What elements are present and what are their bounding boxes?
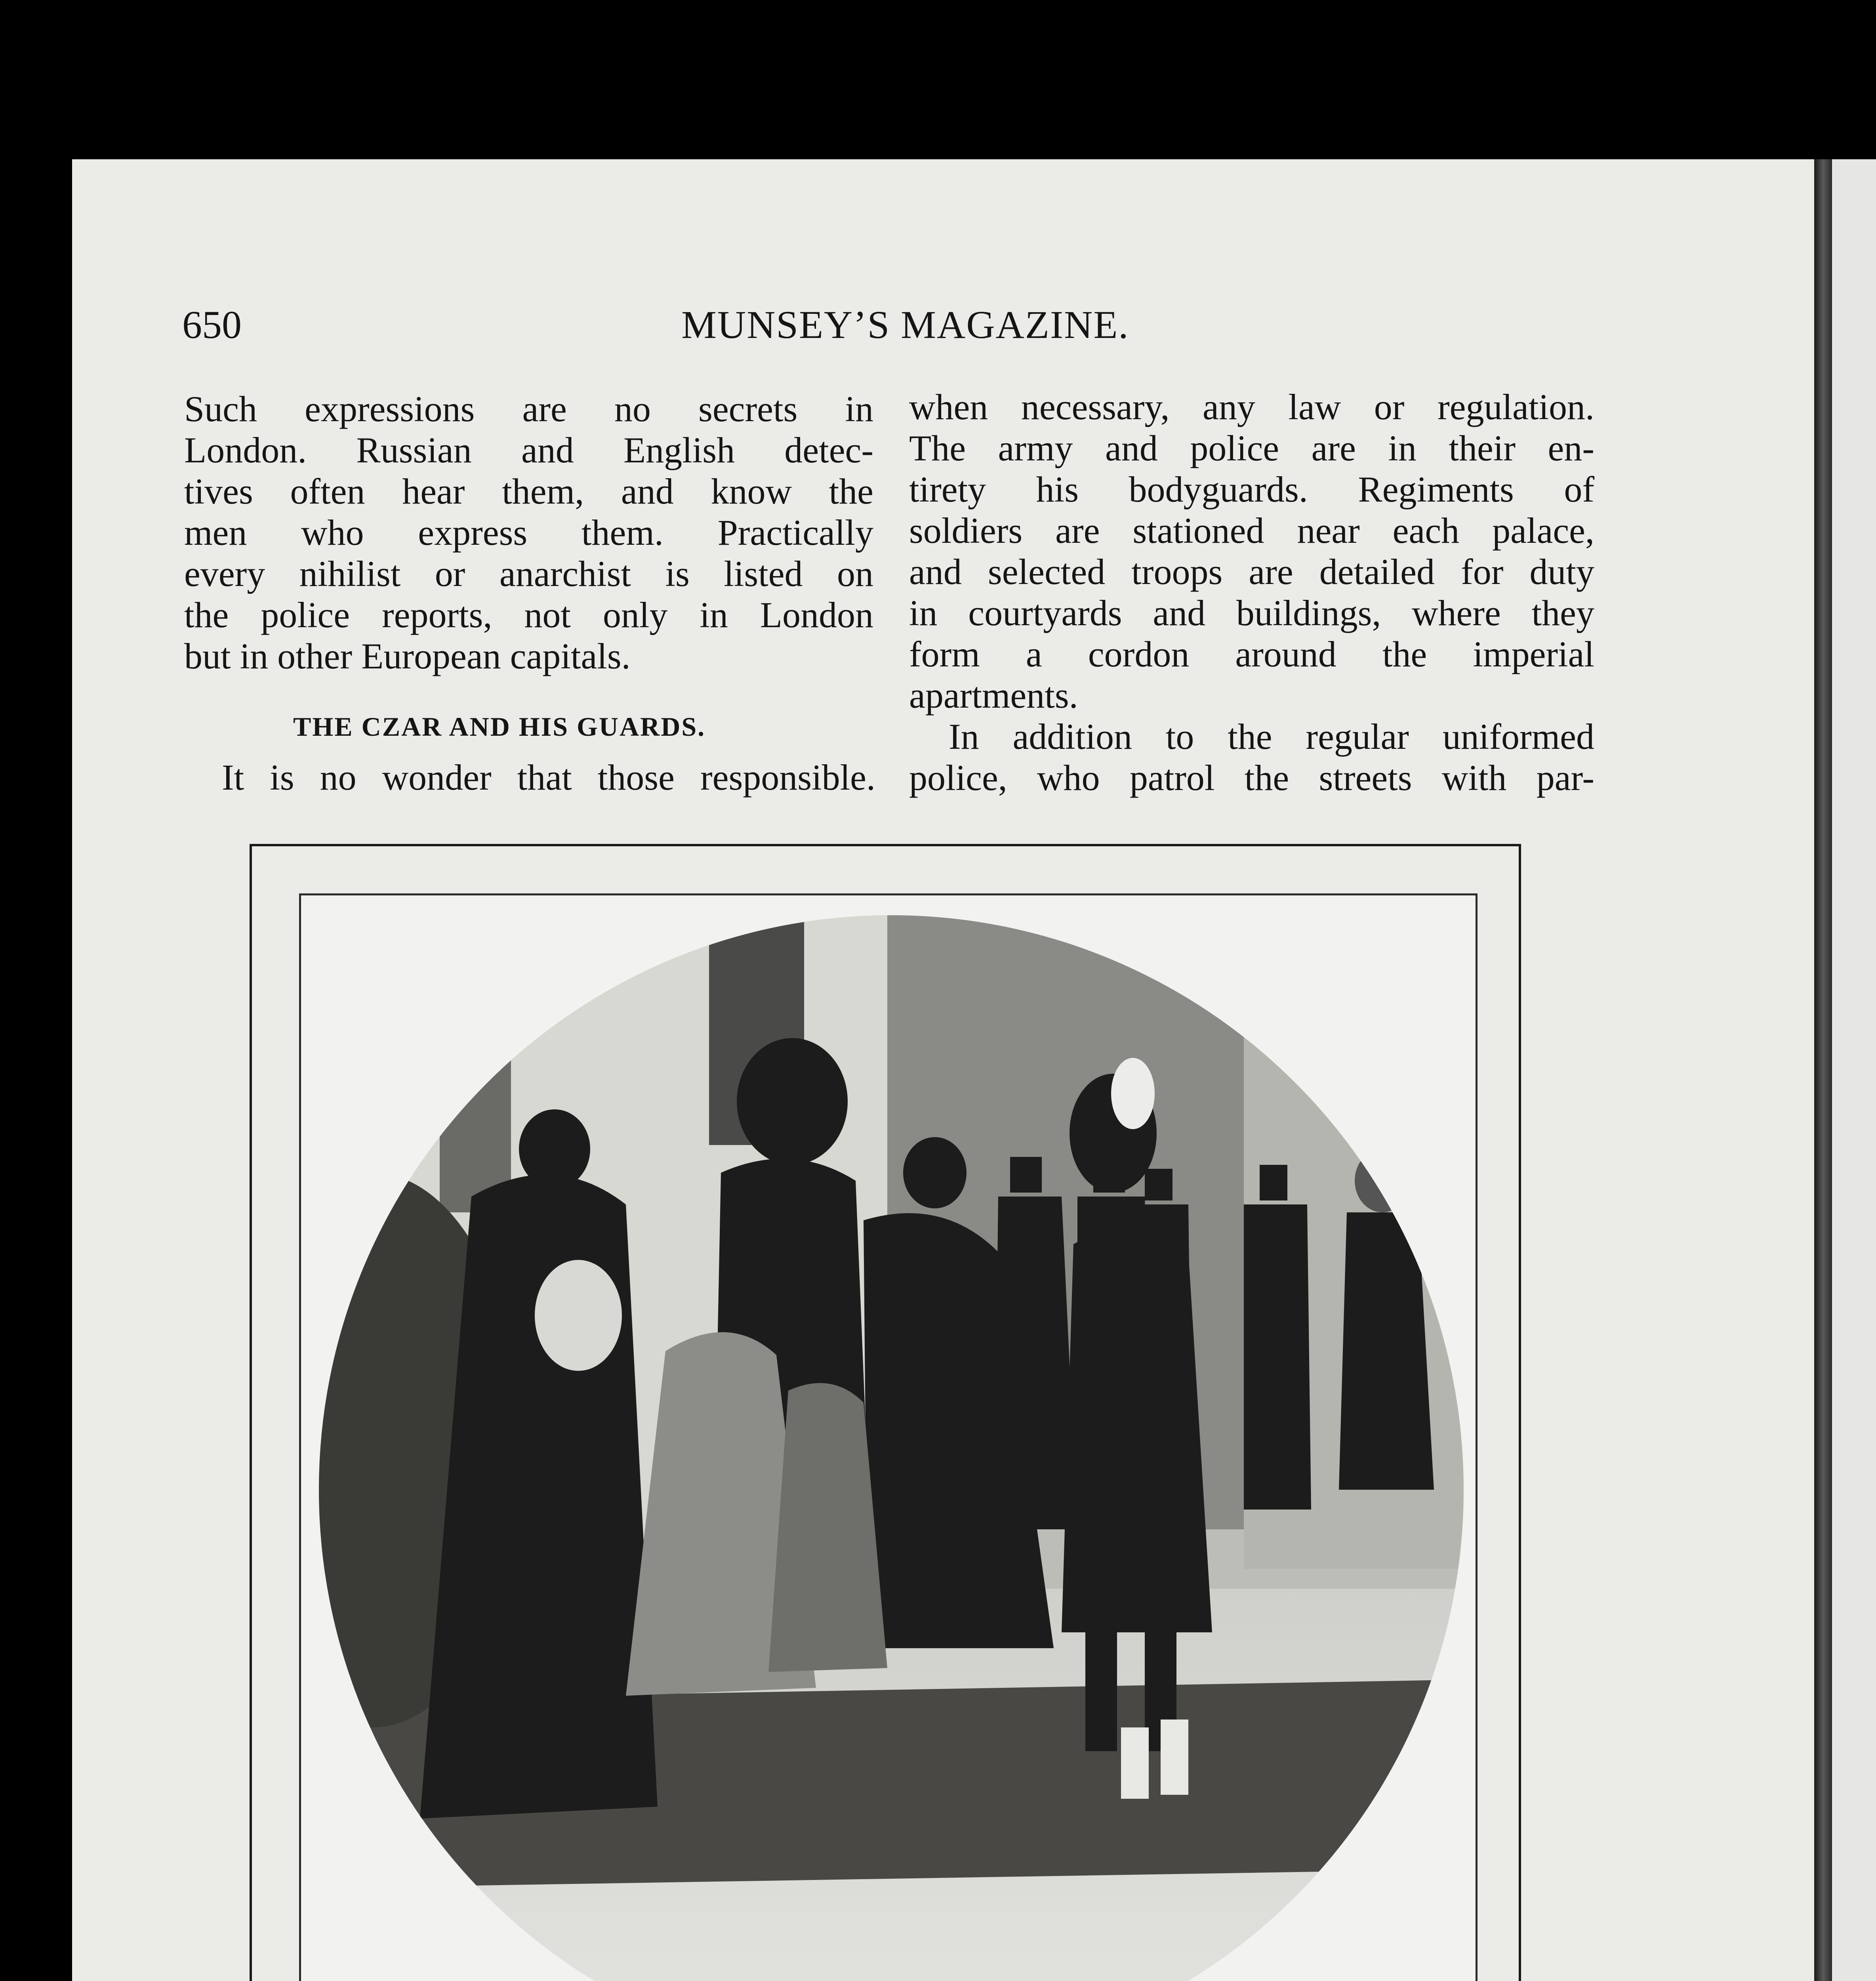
text-line: tives often hear them, and know the [184, 471, 873, 511]
text-line: police, who patrol the streets with par- [909, 758, 1594, 798]
text-line: the police reports, not only in London [184, 595, 873, 635]
text-line: It is no wonder that those responsible. [222, 757, 875, 798]
facing-page-edge [1832, 159, 1876, 1981]
text-line: The army and police are in their en- [909, 428, 1594, 468]
text-line: Such expressions are no secrets in [184, 389, 873, 429]
top-left-continuation [222, 757, 875, 798]
photograph [301, 895, 1476, 1981]
text-line: in courtyards and buildings, where they [909, 593, 1594, 633]
text-line: and selected troops are detailed for duty [909, 552, 1594, 592]
top-left-column [184, 388, 873, 677]
magazine-title: MUNSEY’S MAGAZINE. [681, 303, 1129, 347]
text-line: every nihilist or anarchist is listed on [184, 553, 873, 594]
text-line: but in other European capitals. [184, 636, 631, 676]
text-line: In addition to the regular uniformed [949, 716, 1594, 757]
text-line: tirety his bodyguards. Regiments of [909, 469, 1594, 510]
section-heading: THE CZAR AND HIS GUARDS. [293, 712, 706, 742]
text-line: form a cordon around the imperial [909, 634, 1594, 674]
window [440, 1014, 511, 1212]
text-line: men who express them. Practically [184, 512, 873, 553]
text-line: apartments. [909, 675, 1078, 716]
text-line: soldiers are stationed near each palace, [909, 510, 1594, 551]
page-number: 650 [182, 303, 242, 347]
text-line: London. Russian and English detec- [184, 430, 873, 470]
text-line: when necessary, any law or regulation. [909, 387, 1594, 427]
page-gutter [1814, 159, 1832, 1981]
top-right-column [909, 386, 1594, 798]
